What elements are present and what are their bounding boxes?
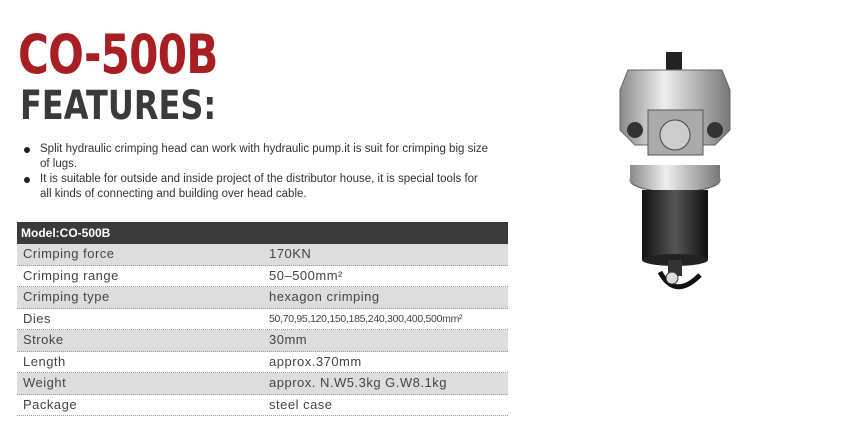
product-title: CO-500B bbox=[18, 23, 218, 86]
row-label: Package bbox=[23, 396, 78, 412]
table-row bbox=[17, 309, 508, 331]
row-value: approx. N.W5.3kg G.W8.1kg bbox=[269, 375, 447, 390]
features-heading: FEATURES: bbox=[20, 83, 217, 129]
row-label: Stroke bbox=[23, 332, 64, 347]
row-value: approx.370mm bbox=[269, 353, 362, 369]
table-row bbox=[17, 266, 508, 288]
table-row bbox=[17, 373, 508, 395]
row-label: Crimping force bbox=[23, 246, 115, 261]
product-image bbox=[600, 50, 750, 300]
table-row bbox=[17, 352, 508, 374]
row-value: 170KN bbox=[269, 246, 312, 261]
row-value: hexagon crimping bbox=[269, 289, 380, 304]
table-row bbox=[17, 395, 508, 417]
row-value: steel case bbox=[269, 396, 333, 412]
table-row bbox=[17, 287, 508, 309]
spec-table bbox=[17, 222, 508, 416]
row-label: Weight bbox=[23, 375, 67, 390]
row-label: Dies bbox=[23, 310, 52, 326]
row-label: Crimping range bbox=[23, 267, 119, 283]
spec-table-header: Model:CO-500B bbox=[17, 222, 508, 244]
spec-rows bbox=[17, 244, 508, 416]
feature-item: It is suitable for outside and inside project of the distributor house, it is special tools for all kinds of connecting and building over head cable. bbox=[22, 172, 492, 202]
feature-item: Split hydraulic crimping head can work with hydraulic pump.it is suit for crimping big size of lugs. bbox=[22, 142, 492, 172]
features-list bbox=[22, 142, 492, 202]
row-value: 30mm bbox=[269, 332, 308, 347]
row-value: 50,70,95,120,150,185,240,300,400,500mm² bbox=[269, 312, 463, 325]
table-row bbox=[17, 244, 508, 266]
row-value: 50–500mm² bbox=[269, 267, 343, 283]
row-label: Length bbox=[23, 353, 66, 369]
table-row bbox=[17, 330, 508, 352]
row-label: Crimping type bbox=[23, 289, 110, 304]
